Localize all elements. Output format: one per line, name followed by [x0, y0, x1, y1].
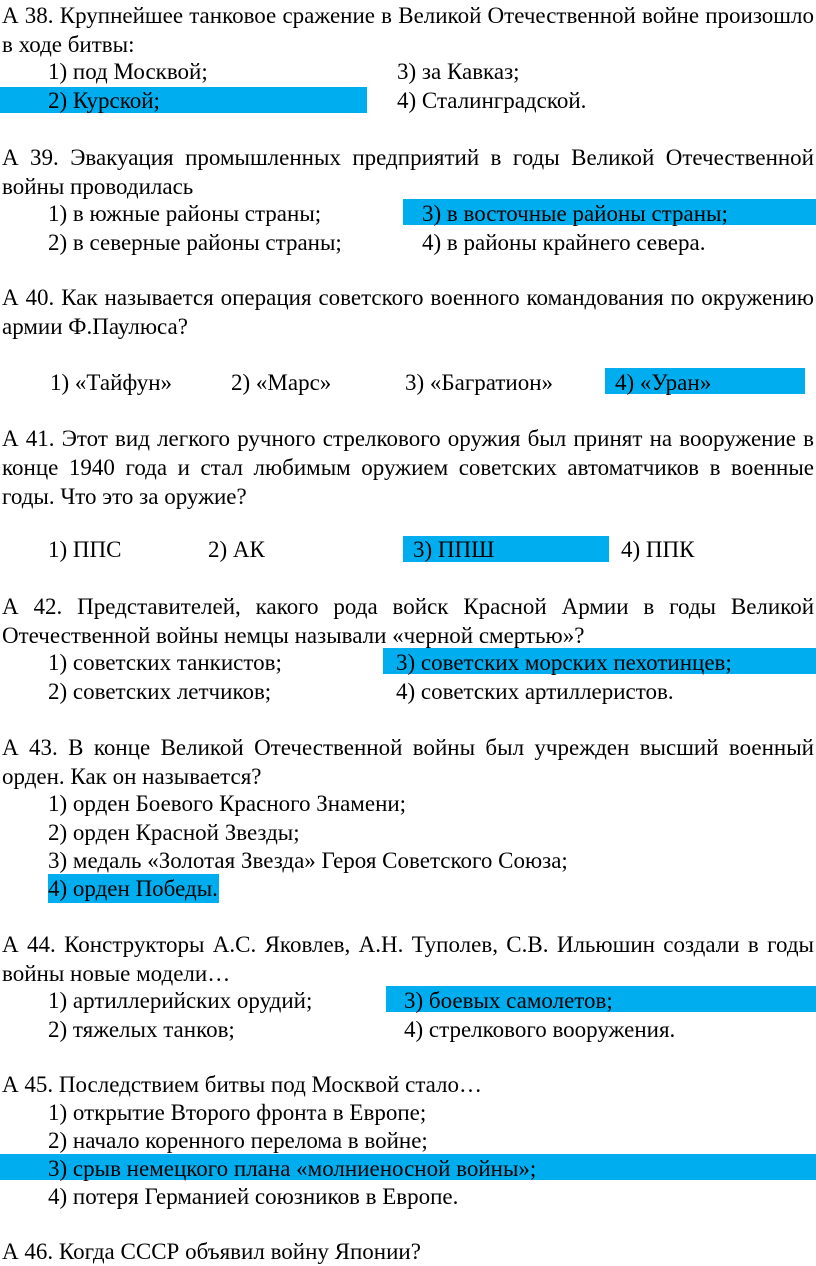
option-3[interactable]: 3) за Кавказ;	[397, 59, 520, 84]
option-4[interactable]: 4) стрелкового вооружения.	[404, 1017, 676, 1042]
question-text	[2, 283, 814, 341]
question-body: Конструкторы А.С. Яковлев, А.Н. Туполев, С.В. Ильюшин создали в годы войны новые модели…	[2, 932, 815, 986]
option-3-correct[interactable]: 3) боевых самолетов;	[404, 988, 613, 1013]
option-4[interactable]: 4) Сталинградской.	[397, 88, 587, 113]
question-label: А 40.	[2, 285, 55, 310]
question-body: Когда СССР объявил войну Японии?	[58, 1239, 421, 1264]
option-3[interactable]: 3) медаль «Золотая Звезда» Героя Советского Союза;	[48, 848, 568, 873]
option-2[interactable]: 2) начало коренного перелома в войне;	[48, 1128, 428, 1153]
option-2[interactable]: 2) советских летчиков;	[48, 679, 272, 704]
option-2[interactable]: 2) тяжелых танков;	[48, 1017, 235, 1042]
question-body: Как называется операция советского военного командования по окружению армии Ф.Паулюса?	[2, 285, 814, 339]
question-label: А 41.	[2, 426, 55, 451]
option-3-correct[interactable]: 3) ППШ	[413, 537, 495, 562]
question-label: А 45.	[2, 1072, 54, 1097]
option-2[interactable]: 2) орден Красной Звезды;	[48, 820, 300, 845]
question-label: А 44.	[2, 932, 56, 957]
question-text	[2, 930, 814, 988]
question-text	[2, 592, 814, 650]
question-body: Этот вид легкого ручного стрелкового оружия был принят на вооружение в конце 1940 года и стал любимым оружием советских автоматчиков в военные годы. Что это за оружие?	[2, 426, 815, 509]
option-4[interactable]: 4) потеря Германией союзников в Европе.	[48, 1184, 459, 1209]
question-text	[2, 1070, 814, 1099]
question-body: В конце Великой Отечественной войны был учрежден высший военный орден. Как он называется?	[2, 735, 814, 789]
option-4[interactable]: 4) советских артиллеристов.	[396, 679, 674, 704]
option-3-correct[interactable]: 3) срыв немецкого плана «молниеносной войны»;	[48, 1156, 537, 1181]
question-label: А 46.	[2, 1239, 54, 1264]
question-body: Представителей, какого рода войск Красной Армии в годы Великой Отечественной войны немцы называли «черной смертью»?	[2, 594, 815, 648]
option-4[interactable]: 4) в районы крайнего севера.	[422, 230, 706, 255]
option-2[interactable]: 2) АК	[208, 537, 265, 562]
option-2-correct[interactable]: 2) Курской;	[48, 88, 160, 113]
option-3-correct[interactable]: 3) в восточные районы страны;	[422, 201, 728, 226]
option-3[interactable]: 3) «Багратион»	[405, 370, 554, 395]
option-2[interactable]: 2) «Марс»	[231, 370, 332, 395]
option-4-correct[interactable]: 4) орден Победы.	[48, 876, 218, 901]
question-body: Последствием битвы под Москвой стало…	[58, 1072, 483, 1097]
option-1[interactable]: 1) орден Боевого Красного Знамени;	[48, 791, 407, 816]
option-1[interactable]: 1) «Тайфун»	[50, 370, 173, 395]
option-4[interactable]: 4) ППК	[621, 537, 695, 562]
question-body: Эвакуация промышленных предприятий в годы Великой Отечественной войны проводилась	[2, 145, 814, 199]
question-label: А 43.	[2, 735, 58, 760]
question-label: А 42.	[2, 594, 63, 619]
option-1[interactable]: 1) открытие Второго фронта в Европе;	[48, 1100, 427, 1125]
question-text	[2, 1237, 814, 1266]
option-2[interactable]: 2) в северные районы страны;	[48, 230, 342, 255]
option-3-correct[interactable]: 3) советских морских пехотинцев;	[396, 650, 732, 675]
option-1[interactable]: 1) под Москвой;	[48, 59, 208, 84]
option-1[interactable]: 1) артиллерийских орудий;	[48, 988, 313, 1013]
option-1[interactable]: 1) ППС	[48, 537, 122, 562]
question-text	[2, 1, 814, 59]
question-text	[2, 733, 814, 791]
question-label: А 39.	[2, 145, 59, 170]
question-body: Крупнейшее танковое сражение в Великой Отечественной войне произошло в ходе битвы:	[2, 3, 814, 57]
option-4-correct[interactable]: 4) «Уран»	[615, 370, 712, 395]
option-1[interactable]: 1) советских танкистов;	[48, 650, 282, 675]
question-text	[2, 424, 814, 511]
option-1[interactable]: 1) в южные районы страны;	[48, 201, 322, 226]
question-text	[2, 143, 814, 201]
question-label: А 38.	[2, 3, 54, 28]
